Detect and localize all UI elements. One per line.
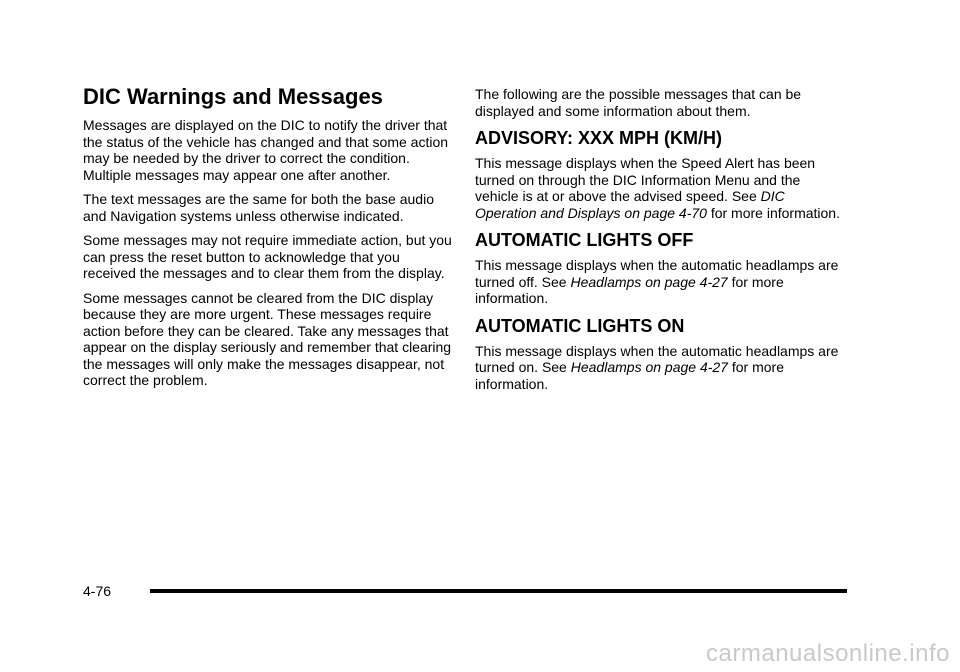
description-text: This message displays when the automatic headlamps are turned on. See [475,342,839,375]
paragraph-reset-button: Some messages may not require immediate action, but you can press the reset button to acknowledge that you received the messages and to clear them from the display. [83,232,452,281]
footer-rule [150,589,847,593]
paragraph-intro: Messages are displayed on the DIC to notify the driver that the status of the vehicle has changed and that some action may be needed by the driver to correct the condition. Multiple messages may appear one after another. [83,117,449,183]
message-description-lights-on [475,343,847,393]
description-text: for more information. [475,359,784,392]
message-description-advisory [475,155,847,221]
description-text: This message displays when the automatic headlamps are turned off. See [475,257,839,290]
message-heading-lights-off: AUTOMATIC LIGHTS OFF [475,230,694,250]
left-column [83,84,455,397]
watermark-text: carmanualsonline.info [706,640,950,667]
message-description-lights-off [475,257,847,307]
right-column [475,86,847,400]
cross-reference-link[interactable]: Headlamps on page 4-27 [570,273,728,290]
description-text: This message displays when the Speed Alert has been turned on through the DIC Information Menu and the vehicle is at or above the advised speed. See [475,155,816,204]
description-text: for more information. [706,204,840,221]
message-heading-lights-on: AUTOMATIC LIGHTS ON [475,315,685,336]
paragraph-text-messages: The text messages are the same for both the base audio and Navigation systems unless otherwise indicated. [83,191,434,224]
description-text: for more information. [475,273,784,306]
paragraph-possible-messages: The following are the possible messages that can be displayed and some information about them. [475,86,802,119]
cross-reference-link[interactable]: DIC Operation and Displays on page 4-70 [475,188,785,221]
section-title: DIC Warnings and Messages [83,84,383,109]
cross-reference-link[interactable]: Headlamps on page 4-27 [570,359,728,375]
message-heading-advisory: ADVISORY: XXX MPH (KM/H) [475,128,723,148]
paragraph-urgent-messages: Some messages cannot be cleared from the DIC display because they are more urgent. These messages require action before they can be cleared. Take any messages that appear on the display seriously and remember that clearing the messages will only make the messages disappear, not correct the problem. [83,289,452,388]
page-number: 4-76 [83,583,112,599]
